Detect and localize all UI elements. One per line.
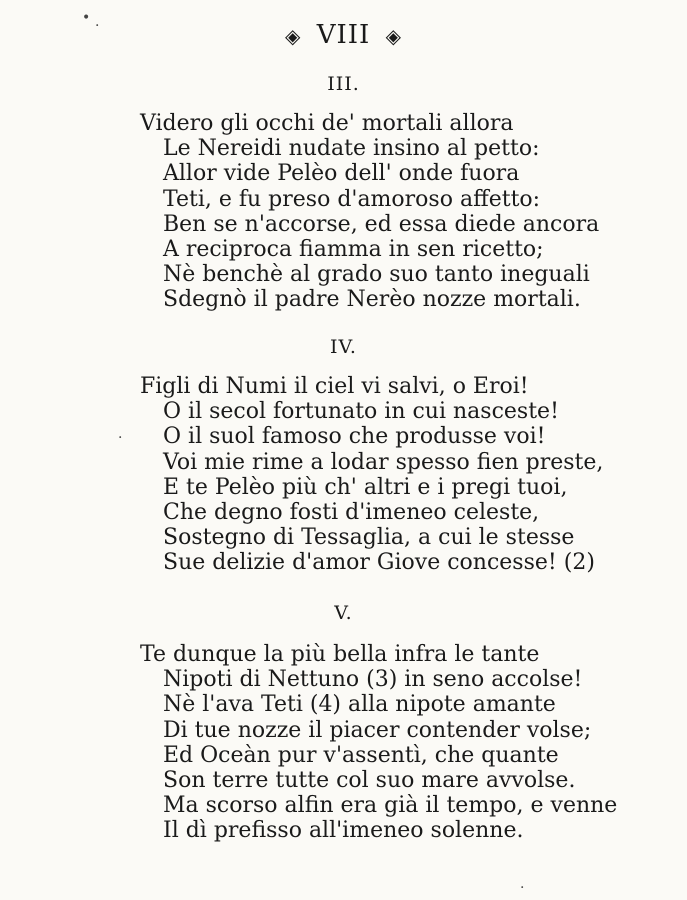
verse-line: Il dì prefisso all'imeneo solenne. bbox=[163, 818, 524, 844]
verse-line: Che degno fosti d'imeneo celeste, bbox=[163, 500, 540, 526]
verse-line: Voi mie rime a lodar spesso fien preste, bbox=[163, 449, 604, 475]
verse-line: Teti, e fu preso d'amoroso affetto: bbox=[163, 186, 541, 212]
page-header bbox=[0, 20, 687, 50]
verse-line: Nè benchè al grado suo tanto ineguali bbox=[163, 262, 590, 288]
stanza bbox=[0, 374, 687, 576]
verse-line: Sue delizie d'amor Giove concesse! (2) bbox=[163, 550, 595, 576]
verse-line: Ed Oceàn pur v'assentì, che quante bbox=[163, 742, 559, 768]
verse-line: O il secol fortunato in cui nasceste! bbox=[163, 399, 559, 425]
verse-line: Ma scorso alfin era già il tempo, e venne bbox=[163, 793, 618, 819]
page-numeral: VIII bbox=[316, 20, 371, 50]
verse-line: Ben se n'accorse, ed essa diede ancora bbox=[163, 211, 600, 237]
stanza-numeral: III. bbox=[327, 73, 360, 95]
ink-speck: · bbox=[520, 880, 525, 896]
verse-line: Nè l'ava Teti (4) alla nipote amante bbox=[163, 692, 556, 718]
verse-line: Allor vide Pelèo dell' onde fuora bbox=[163, 161, 520, 187]
verse-line: O il suol famoso che produsse voi! bbox=[163, 424, 546, 450]
ink-speck: · bbox=[95, 18, 100, 34]
verse-line: Le Nereidi nudate insino al petto: bbox=[163, 136, 540, 162]
ink-speck: • bbox=[82, 10, 91, 26]
stanza bbox=[0, 642, 687, 844]
verse-line: Videro gli occhi de' mortali allora bbox=[140, 111, 514, 136]
stanza bbox=[0, 111, 687, 313]
verse-line: A reciproca fiamma in sen ricetto; bbox=[163, 237, 544, 263]
ink-speck: · bbox=[118, 430, 123, 446]
verse-line: Di tue nozze il piacer contender volse; bbox=[163, 717, 592, 743]
verse-line: Figli di Numi il ciel vi salvi, o Eroi! bbox=[140, 374, 529, 399]
verse-line: Te dunque la più bella infra le tante bbox=[140, 642, 540, 667]
verse-line: Son terre tutte col suo mare avvolse. bbox=[163, 768, 576, 794]
stanza-numeral: IV. bbox=[330, 336, 357, 358]
verse-line: Sdegnò il padre Nerèo nozze mortali. bbox=[163, 287, 581, 313]
verse-line: E te Pelèo più ch' altri e i pregi tuoi, bbox=[163, 474, 568, 500]
diamond-ornament-icon: ◈ bbox=[285, 24, 302, 48]
stanza-numeral: V. bbox=[334, 602, 353, 624]
diamond-ornament-icon: ◈ bbox=[385, 24, 402, 48]
verse-line: Nipoti di Nettuno (3) in seno accolse! bbox=[163, 667, 583, 693]
verse-line: Sostegno di Tessaglia, a cui le stesse bbox=[163, 525, 575, 551]
